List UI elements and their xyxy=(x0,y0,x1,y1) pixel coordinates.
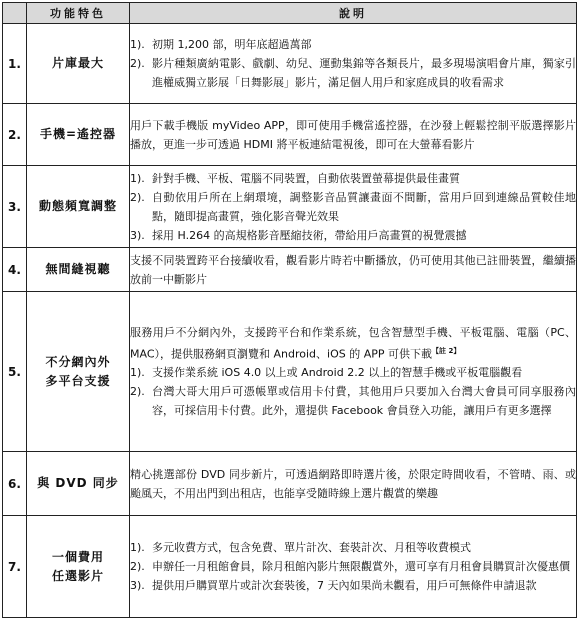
list-item xyxy=(130,54,576,92)
table-row xyxy=(3,516,577,618)
item-marker: 1). xyxy=(130,38,145,51)
item-marker: 2). xyxy=(130,57,145,70)
header-feature: 功能特色 xyxy=(27,3,130,24)
item-marker: 2). xyxy=(130,385,145,399)
item-text: 申辦任一月租館會員，除月租館內影片無限觀賞外，還可享有月租會員購買計次優惠價 xyxy=(152,560,570,573)
row-number: 5. xyxy=(3,292,27,452)
feature-name xyxy=(27,24,130,104)
row-number: 1. xyxy=(3,24,27,104)
feature-name-line: 與 DVD 同步 xyxy=(37,476,119,490)
header-empty-cell xyxy=(3,3,27,24)
feature-name-line: 動態頻寬調整 xyxy=(38,199,117,213)
feature-name xyxy=(27,166,130,248)
item-text: 影片種類廣納電影、戲劇、幼兒、運動集錦等各類長片，最多現場演唱會片庫，獨家引進權威獨立影展「日舞影展」影片，滿足個人用戶和家庭成員的收看需求 xyxy=(152,57,576,89)
item-marker: 2). xyxy=(130,190,145,204)
description-text: 服務用戶不分網內外，支援跨平台和作業系統，包含智慧型手機、平板電腦、電腦（PC、MAC），提供服務網頁瀏覽和 Android、iOS 的 APP 可供下載 xyxy=(130,325,576,361)
table-header-row xyxy=(3,3,577,24)
description-paragraph: 精心挑選部份 DVD 同步新片，可透過網路即時選片後，於限定時間收看，不管晴、雨、或颱風天，不用出門到出租店，也能享受隨時線上選片觀賞的樂趣 xyxy=(130,467,576,500)
item-text: 自動依用戶所在上網環境，調整影音品質讓畫面不間斷，當用戶回到連線品質較佳地點，隨即提高畫質，強化影音聲光效果 xyxy=(152,190,576,223)
item-marker: 3). xyxy=(130,579,145,592)
row-number: 3. xyxy=(3,166,27,248)
list-item xyxy=(130,35,576,54)
feature-name xyxy=(27,292,130,452)
item-text: 提供用戶購買單片或計次套裝後，7 天內如果尚未觀看，用戶可無條件申請退款 xyxy=(152,579,537,592)
item-marker: 1). xyxy=(130,366,145,380)
row-number: 7. xyxy=(3,516,27,618)
list-item xyxy=(130,363,576,382)
description-paragraph xyxy=(130,323,576,364)
item-text: 初期 1,200 部，明年底超過萬部 xyxy=(152,38,312,51)
description-cell xyxy=(130,248,577,292)
item-marker: 2). xyxy=(130,560,145,573)
table-row xyxy=(3,166,577,248)
feature-name-line: 手機=遙控器 xyxy=(39,127,117,141)
item-marker: 1). xyxy=(130,171,145,185)
table-row xyxy=(3,248,577,292)
list-item xyxy=(130,576,576,595)
description-cell xyxy=(130,516,577,618)
list-item xyxy=(130,538,576,557)
row-number: 6. xyxy=(3,452,27,516)
table-row xyxy=(3,452,577,516)
item-marker: 1). xyxy=(130,541,145,554)
table-row xyxy=(3,292,577,452)
feature-table xyxy=(2,2,577,618)
feature-name-line: 一個費用 xyxy=(51,549,104,564)
description-cell xyxy=(130,452,577,516)
header-description: 說明 xyxy=(130,3,577,24)
description-cell xyxy=(130,104,577,166)
feature-name-line: 無間縫視聽 xyxy=(45,262,111,276)
table-row xyxy=(3,104,577,166)
list-item xyxy=(130,169,576,188)
item-text: 台灣大哥大用戶可憑帳單或信用卡付費，其他用戶只要加入台灣大會員可同享服務內容，可採信用卡付費。此外，還提供 Facebook 會員登入功能，讓用戶有更多選擇 xyxy=(152,385,576,418)
item-text: 支援作業系統 iOS 4.0 以上或 Android 2.2 以上的智慧手機或平板電腦觀看 xyxy=(152,366,523,380)
list-item xyxy=(130,226,576,245)
item-text: 針對手機、平板、電腦不同裝置，自動依裝置螢幕提供最佳畫質 xyxy=(152,171,460,185)
feature-name xyxy=(27,248,130,292)
item-text: 多元收費方式，包含免費、單片計次、套裝計次、月租等收費模式 xyxy=(152,541,471,554)
footnote-ref: 【註 2】 xyxy=(432,346,461,355)
list-item xyxy=(130,188,576,226)
feature-name-line: 多平台支援 xyxy=(45,373,111,388)
row-number: 2. xyxy=(3,104,27,166)
description-cell xyxy=(130,166,577,248)
description-paragraph: 支援不同裝置跨平台接續收看，觀看影片時若中斷播放，仍可使用其他已註冊裝置，繼續播放前一中斷影片 xyxy=(130,253,576,286)
table-row xyxy=(3,24,577,104)
feature-name-line: 任選影片 xyxy=(51,568,104,583)
item-marker: 3). xyxy=(130,228,145,242)
list-item xyxy=(130,382,576,420)
feature-name xyxy=(27,516,130,618)
list-item xyxy=(130,557,576,576)
feature-name-line: 不分網內外 xyxy=(45,354,111,369)
description-cell xyxy=(130,24,577,104)
feature-name xyxy=(27,104,130,166)
feature-name-line: 片庫最大 xyxy=(51,56,104,70)
description-cell xyxy=(130,292,577,452)
item-text: 採用 H.264 的高規格影音壓縮技術，帶給用戶高畫質的視覺震撼 xyxy=(152,228,467,242)
row-number: 4. xyxy=(3,248,27,292)
description-paragraph: 用戶下載手機版 myVideo APP，即可使用手機當遙控器，在沙發上輕鬆控制平版選擇影片播放，更進一步可透過 HDMI 將平板連結電視後，即可在大螢幕看影片 xyxy=(130,118,576,151)
feature-name xyxy=(27,452,130,516)
